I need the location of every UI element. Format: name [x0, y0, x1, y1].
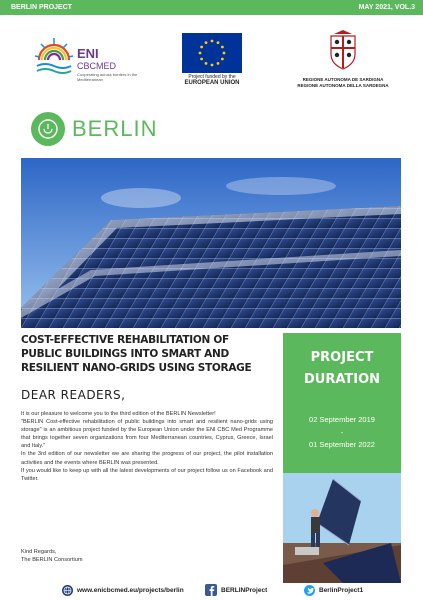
top-banner	[0, 0, 423, 15]
berlin-power-icon	[31, 112, 65, 146]
duration-title: PROJECT DURATION	[303, 350, 381, 387]
eni-wordmark: ENI CBCMED	[77, 46, 117, 71]
issue-label: MAY 2021, VOL.3	[358, 4, 415, 11]
eni-sun-icon	[33, 36, 75, 78]
signoff: Kind Regards, The BERLIN Consortium	[21, 549, 83, 563]
eni-cbcmed-logo	[33, 36, 153, 94]
website-link[interactable]: www.enicbcmed.eu/projects/berlin	[62, 584, 184, 596]
project-duration-panel	[283, 333, 401, 583]
end-date: 01 September 2022	[309, 440, 375, 449]
date-separator: -	[340, 428, 344, 437]
twitter-icon	[304, 585, 315, 596]
paragraph-edition: In the 3rd edition of our newsletter we are sharing the progress of our project, the pilot installation activities and the events where BERLIN was presented.	[21, 451, 273, 466]
eu-name: EUROPEAN UNION	[184, 80, 240, 86]
paragraph-welcome: It is our pleasure to welcome you to the third edition of the BERLIN Newsletter!	[21, 411, 216, 417]
eni-tagline: Cooperating across borders in the Mediterranean	[77, 72, 138, 82]
project-label: BERLIN PROJECT	[11, 4, 73, 11]
newsletter-body	[21, 410, 273, 483]
greeting: DEAR READERS,	[21, 388, 126, 402]
twitter-link[interactable]: BerlinProject1	[304, 584, 363, 596]
paragraph-project: "BERLIN Cost-effective rehabilitation of public buildings into smart and resilient nano-grids using storage" is an ambitious project funded by the European Union under the ENI CBC Med Programme that brings together seven organizations from four Mediterranean countries, Cyprus, Greece, Israel and Italy."	[21, 419, 273, 450]
eu-flag-icon	[182, 33, 242, 73]
sardinia-caption: REGIONE AUTONOMA DE SARDIGNA REGIONE AUTONOMA DELLA SARDEGNA	[297, 77, 389, 88]
paragraph-follow: If you would like to keep up with all the latest developments of our project follow us on Facebook and Twitter.	[21, 467, 273, 482]
solar-panels-photo	[21, 158, 401, 328]
eu-caption: Project funded by the	[188, 74, 236, 80]
footer	[0, 580, 423, 600]
brand-name: BERLIN	[72, 116, 158, 141]
sardinia-crest-icon	[328, 30, 358, 70]
eu-logo	[182, 33, 242, 91]
globe-icon	[62, 585, 73, 596]
facebook-icon	[205, 584, 217, 596]
sardinia-logo	[288, 30, 398, 94]
facebook-link[interactable]: BERLINProject	[205, 584, 267, 596]
start-date: 02 September 2019	[309, 415, 375, 424]
pilot-installation-photo	[283, 473, 401, 583]
headline: COST-EFFECTIVE REHABILITATION OF PUBLIC BUILDINGS INTO SMART AND RESILIENT NANO-GRIDS USING STORAGE	[21, 334, 252, 374]
partner-logos	[0, 28, 423, 98]
